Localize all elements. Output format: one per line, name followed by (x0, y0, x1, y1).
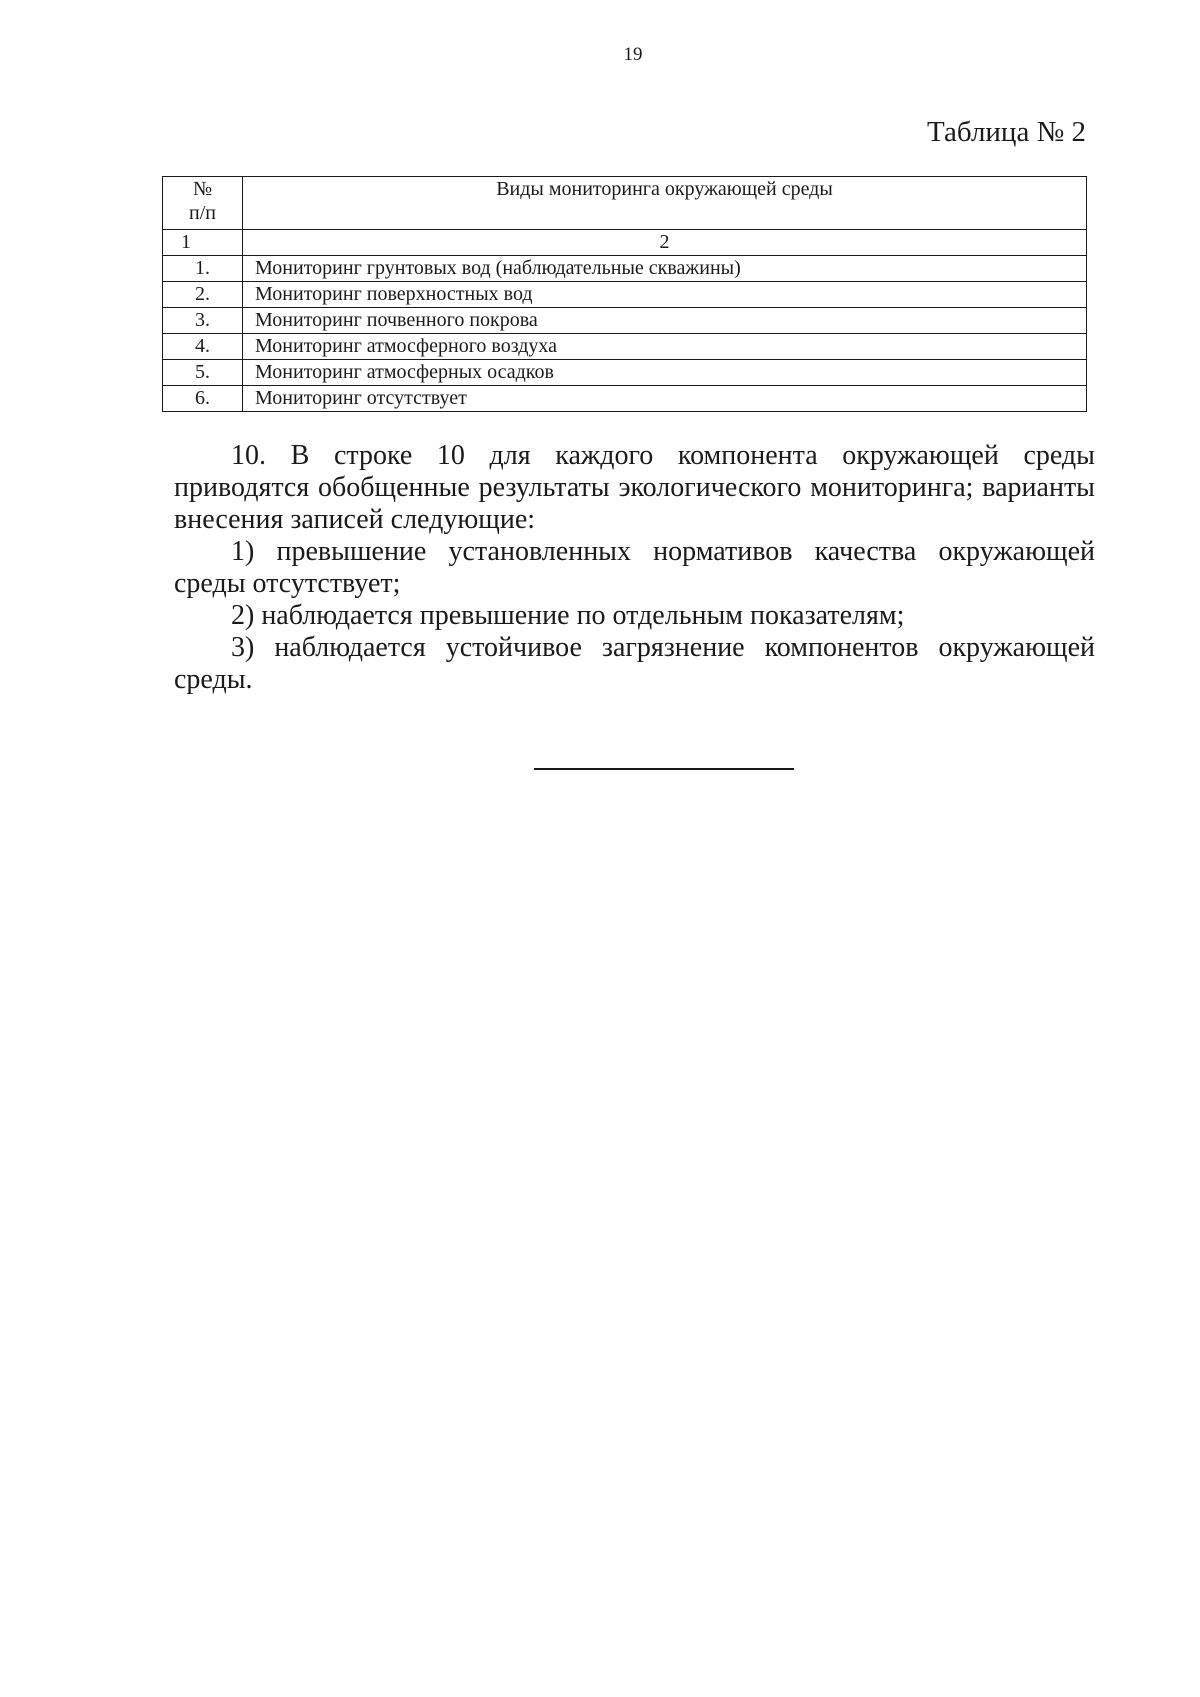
table-index-row (163, 230, 1087, 256)
table-row (163, 256, 1087, 282)
end-divider-line (534, 768, 794, 770)
header-number-cell (163, 177, 243, 230)
table-header-row (163, 177, 1087, 230)
row-text: Мониторинг грунтовых вод (наблюдательные скважины) (243, 256, 1087, 282)
table-row (163, 308, 1087, 334)
row-text: Мониторинг отсутствует (243, 386, 1087, 412)
row-text: Мониторинг поверхностных вод (243, 282, 1087, 308)
header-title-cell: Виды мониторинга окружающей среды (243, 177, 1087, 230)
header-number-label: п/п (189, 202, 216, 224)
index-cell-2: 2 (243, 230, 1087, 256)
row-text: Мониторинг почвенного покрова (243, 308, 1087, 334)
body-text (174, 440, 1095, 696)
row-number: 2. (163, 282, 243, 308)
table-row (163, 360, 1087, 386)
paragraph-option-1: 1) превышение установленных нормативов качества окружающей среды отсутствует; (174, 536, 1095, 599)
table-row (163, 282, 1087, 308)
table-row (163, 386, 1087, 412)
header-number-symbol: № (192, 178, 213, 200)
page-number: 19 (623, 44, 643, 65)
row-number: 1. (163, 256, 243, 282)
row-number: 3. (163, 308, 243, 334)
monitoring-types-table (162, 176, 1087, 412)
row-number: 4. (163, 334, 243, 360)
row-text: Мониторинг атмосферных осадков (243, 360, 1087, 386)
paragraph-option-3: 3) наблюдается устойчивое загрязнение компонентов окружающей среды. (174, 632, 1095, 695)
table-row (163, 334, 1087, 360)
index-cell-1: 1 (163, 230, 243, 256)
paragraph-item-10: 10. В строке 10 для каждого компонента окружающей среды приводятся обобщенные результаты экологического мониторинга; варианты внесения записей следующие: (174, 440, 1095, 535)
row-text: Мониторинг атмосферного воздуха (243, 334, 1087, 360)
row-number: 6. (163, 386, 243, 412)
paragraph-option-2: 2) наблюдается превышение по отдельным показателям; (231, 600, 905, 631)
table-caption: Таблица № 2 (927, 116, 1086, 148)
row-number: 5. (163, 360, 243, 386)
